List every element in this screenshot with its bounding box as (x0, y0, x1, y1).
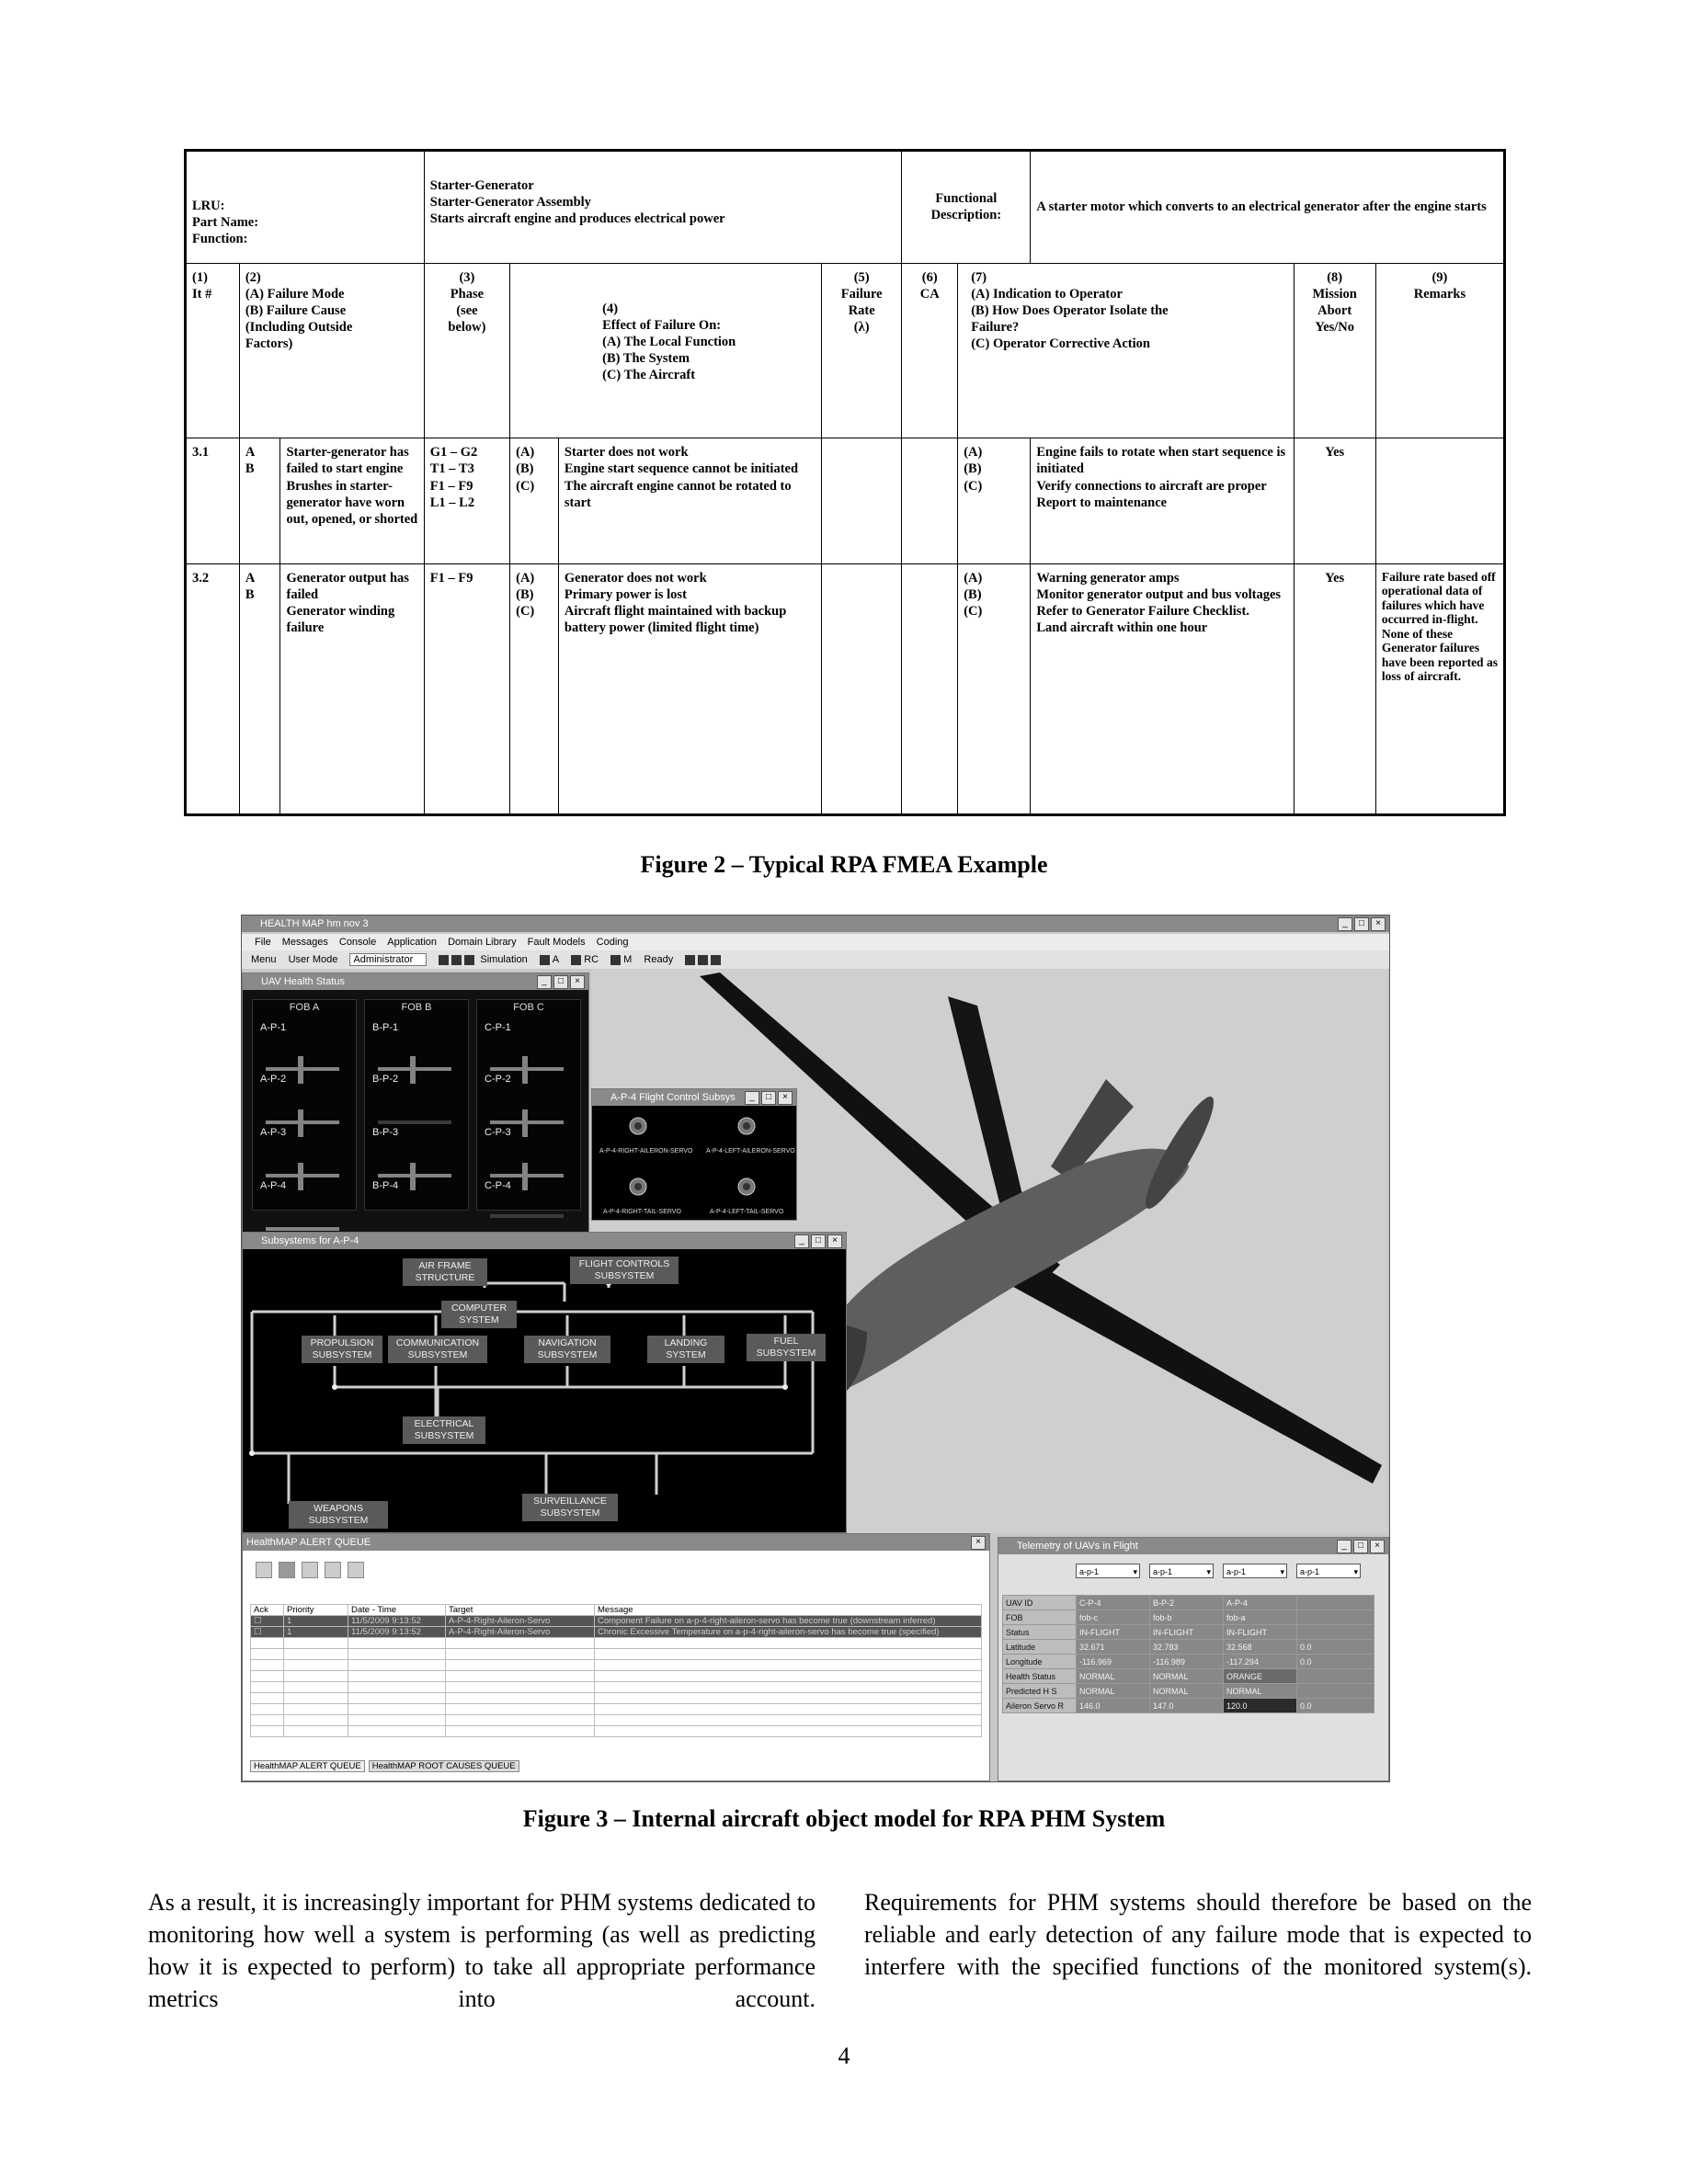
subsystem-navigation[interactable]: NAVIGATION SUBSYSTEM (524, 1336, 610, 1363)
message: Chronic Excessive Temperature on a-p-4-right-aileron-servo has become true (specified) (595, 1627, 982, 1638)
copy-icon[interactable] (302, 1562, 318, 1578)
telemetry-row-label: Status (1003, 1625, 1077, 1640)
uav-icon (266, 1227, 339, 1231)
phase: G1 – G2 T1 – T3 F1 – F9 L1 – L2 (424, 438, 509, 564)
operator-letters: (A) (B) (C) (958, 563, 1031, 814)
zoom-out-icon[interactable] (451, 955, 462, 965)
user-select[interactable]: Administrator (349, 953, 427, 966)
col-head-mission-abort: (8) Mission Abort Yes/No (1294, 263, 1375, 438)
subsystems-window (242, 1232, 847, 1533)
uav-select[interactable]: a-p-1 ▾ (1223, 1564, 1287, 1578)
effect: Starter does not work Engine start sequence cannot be initiated The aircraft engine cannot be rotated to start (558, 438, 821, 564)
window-titlebar (243, 1534, 989, 1551)
col-header[interactable]: Ack (251, 1605, 284, 1616)
lru-labels-cell (186, 151, 425, 264)
plane-label[interactable]: B-P-2 (372, 1074, 399, 1085)
table-row (1003, 1610, 1374, 1625)
chart-icon[interactable] (571, 955, 581, 965)
plane-label[interactable]: A-P-1 (260, 1022, 287, 1033)
minimize-button[interactable]: _ (1337, 1540, 1352, 1553)
minimize-button[interactable]: _ (794, 1234, 809, 1248)
telemetry-value: ORANGE (1224, 1669, 1297, 1684)
close-button[interactable]: × (1370, 1540, 1385, 1553)
function-label: Function: (192, 232, 248, 247)
part-name-label: Part Name: (192, 215, 259, 231)
window-titlebar (998, 1538, 1388, 1554)
save-icon[interactable] (279, 1562, 295, 1578)
table-row (1003, 1596, 1374, 1610)
telemetry-row-label: Health Status (1003, 1669, 1077, 1684)
minimize-button[interactable]: _ (537, 975, 552, 989)
functional-description-value: A starter motor which converts to an electrical generator after the engine starts (1031, 151, 1505, 264)
plane-label[interactable]: A-P-3 (260, 1127, 287, 1138)
mission-abort: Yes (1294, 563, 1375, 814)
telemetry-value: -117.294 (1224, 1655, 1297, 1669)
part-name-value: Starter-Generator Assembly (429, 195, 591, 210)
lru-label: LRU: (192, 199, 225, 214)
date-time: 11/5/2009 9:13:52 (348, 1616, 446, 1627)
healthmap-screenshot (241, 915, 1390, 1782)
table-row (1003, 1669, 1374, 1684)
close-button[interactable]: × (971, 1536, 986, 1550)
telemetry-value: 32.783 (1150, 1640, 1224, 1655)
telemetry-value (1297, 1669, 1374, 1684)
plane-label[interactable]: C-P-3 (485, 1127, 511, 1138)
effect: Generator does not work Primary power is lost Aircraft flight maintained with backup battery power (limited flight time) (558, 563, 821, 814)
plane-label[interactable]: B-P-3 (372, 1127, 399, 1138)
binoculars-icon[interactable] (464, 955, 474, 965)
table-row (186, 563, 1505, 814)
plane-label[interactable]: B-P-1 (372, 1022, 399, 1033)
toolbar-ready: Ready (644, 954, 674, 965)
stop-icon[interactable] (698, 955, 708, 965)
telemetry-value: NORMAL (1150, 1669, 1224, 1684)
table-row (1003, 1640, 1374, 1655)
maximize-button[interactable]: □ (811, 1234, 826, 1248)
telemetry-value: 120.0 (1224, 1699, 1297, 1713)
col-head-operator: (7) (A) Indication to Operator (B) How Does Operator Isolate the Failure? (C) Operator Corrective Action (958, 263, 1294, 438)
toolbar-simulation[interactable]: Simulation (480, 954, 528, 965)
servo-label[interactable]: A-P-4-RIGHT-AILERON-SERVO (599, 1148, 693, 1155)
target: A-P-4-Right-Aileron-Servo (446, 1627, 595, 1638)
telemetry-value: fob-b (1150, 1610, 1224, 1625)
toolbar (242, 950, 1389, 969)
toolbar-rc[interactable]: RC (584, 954, 599, 965)
col-header[interactable]: Message (595, 1605, 982, 1616)
telemetry-row-label: FOB (1003, 1610, 1077, 1625)
fmea-table (184, 149, 1506, 816)
fob-title: FOB B (401, 1002, 432, 1013)
telemetry-value: 147.0 (1150, 1699, 1224, 1713)
servo-label[interactable]: A-P-4-RIGHT-TAIL-SERVO (603, 1209, 681, 1215)
uav-health-window (242, 973, 589, 1234)
telemetry-value (1297, 1684, 1374, 1699)
item-number: 3.1 (186, 438, 240, 564)
flight-control-window (591, 1088, 797, 1221)
play-icon[interactable] (685, 955, 695, 965)
plane-label[interactable]: A-P-2 (260, 1074, 287, 1085)
operator-letters: (A) (B) (C) (958, 438, 1031, 564)
effect-letters: (A) (B) (C) (510, 438, 559, 564)
telemetry-value: IN-FLIGHT (1150, 1625, 1224, 1640)
remarks: Failure rate based off operational data of failures which have occurred in-flight. None of these Generator failures have been reported as loss of aircraft. (1375, 563, 1504, 814)
target: A-P-4-Right-Aileron-Servo (446, 1616, 595, 1627)
page-number: 4 (838, 2042, 850, 2069)
menu-file[interactable]: File (255, 937, 271, 948)
uav-silhouettes (243, 973, 588, 1233)
telemetry-table (1002, 1595, 1374, 1713)
plane-label[interactable]: C-P-4 (485, 1180, 511, 1191)
close-button[interactable]: × (827, 1234, 842, 1248)
uav-select[interactable]: a-p-1 ▾ (1149, 1564, 1214, 1578)
telemetry-value: -116.969 (1077, 1655, 1150, 1669)
col-head-phase: (3) Phase (see below) (424, 263, 509, 438)
telemetry-row-label: UAV ID (1003, 1596, 1077, 1610)
maximize-button[interactable]: □ (1354, 917, 1369, 931)
telemetry-value: 0.0 (1297, 1699, 1374, 1713)
refresh-icon[interactable] (325, 1562, 341, 1578)
uav-select[interactable]: a-p-1 ▾ (1296, 1564, 1361, 1578)
minimize-button[interactable]: _ (745, 1091, 759, 1105)
failure-rate (822, 438, 902, 564)
alert-queue-window (242, 1533, 990, 1781)
app-title: HEALTH MAP hm nov 3 (260, 918, 369, 929)
telemetry-value: A-P-4 (1224, 1596, 1297, 1610)
telemetry-value: NORMAL (1150, 1684, 1224, 1699)
telemetry-row-label: Predicted H S (1003, 1684, 1077, 1699)
table-row[interactable] (251, 1616, 982, 1627)
flight-control-title: A-P-4 Flight Control Subsys (610, 1092, 736, 1103)
telemetry-row-label: Aileron Servo R (1003, 1699, 1077, 1713)
chart-icon[interactable] (610, 955, 621, 965)
delete-icon[interactable] (256, 1562, 272, 1578)
subsystem-flight-controls[interactable]: FLIGHT CONTROLS SUBSYSTEM (570, 1257, 679, 1284)
close-button[interactable]: × (1371, 917, 1386, 931)
subsystem-propulsion[interactable]: PROPULSION SUBSYSTEM (302, 1336, 382, 1363)
lru-values-cell (424, 151, 902, 264)
alert-toolbar (256, 1562, 367, 1578)
effect-letters: (A) (B) (C) (510, 563, 559, 814)
plane-label[interactable]: C-P-2 (485, 1074, 511, 1085)
subsystem-electrical[interactable]: ELECTRICAL SUBSYSTEM (403, 1416, 485, 1444)
maximize-button[interactable]: □ (761, 1091, 776, 1105)
col-header[interactable]: Target (446, 1605, 595, 1616)
telemetry-value (1297, 1625, 1374, 1640)
ack-checkbox[interactable]: ☐ (251, 1627, 284, 1638)
telemetry-value: IN-FLIGHT (1224, 1625, 1297, 1640)
minimize-button[interactable]: _ (1338, 917, 1352, 931)
table-row (1003, 1625, 1374, 1640)
functional-description-label: Functional Description: (902, 151, 1031, 264)
maximize-button[interactable]: □ (1353, 1540, 1368, 1553)
toolbar-menu[interactable]: Menu (251, 954, 277, 965)
failure-mode: Generator output has failed Generator winding failure (280, 563, 424, 814)
subsystem-landing[interactable]: LANDING SYSTEM (647, 1336, 724, 1363)
telemetry-value: B-P-2 (1150, 1596, 1224, 1610)
subsystem-surveillance[interactable]: SURVEILLANCE SUBSYSTEM (522, 1494, 618, 1521)
chart-icon[interactable] (540, 955, 550, 965)
telemetry-value: IN-FLIGHT (1077, 1625, 1150, 1640)
subsystem-weapons[interactable]: WEAPONS SUBSYSTEM (289, 1501, 388, 1529)
alert-tabs (250, 1760, 519, 1772)
table-row (1003, 1684, 1374, 1699)
tab-root-causes-queue[interactable]: HealthMAP ROOT CAUSES QUEUE (369, 1760, 519, 1772)
operator-action: Engine fails to rotate when start sequence is initiated Verify connections to aircraft are proper Report to maintenance (1031, 438, 1294, 564)
mission-abort: Yes (1294, 438, 1375, 564)
operator-action: Warning generator amps Monitor generator output and bus voltages Refer to Generator Failure Checklist. Land aircraft within one hour (1031, 563, 1294, 814)
telemetry-window (998, 1537, 1389, 1781)
col-head-remarks: (9) Remarks (1375, 263, 1504, 438)
telemetry-row-label: Longitude (1003, 1655, 1077, 1669)
message: Component Failure on a-p-4-right-aileron-servo has become true (downstream inferred) (595, 1616, 982, 1627)
uav-select[interactable]: a-p-1 ▾ (1076, 1564, 1140, 1578)
table-row[interactable] (251, 1627, 982, 1638)
telemetry-row-label: Latitude (1003, 1640, 1077, 1655)
priority: 1 (284, 1627, 348, 1638)
mode-letters: A B (239, 438, 280, 564)
ack-checkbox[interactable]: ☐ (251, 1616, 284, 1627)
remarks (1375, 438, 1504, 564)
telemetry-value: C-P-4 (1077, 1596, 1150, 1610)
maximize-button[interactable]: □ (553, 975, 568, 989)
phase: F1 – F9 (424, 563, 509, 814)
telemetry-value: 0.0 (1297, 1640, 1374, 1655)
table-row (1003, 1655, 1374, 1669)
col-head-failure-mode: (2) (A) Failure Mode (B) Failure Cause (Including Outside Factors) (239, 263, 424, 438)
toolbar-user-mode: User Mode (288, 954, 338, 965)
body-text-left: As a result, it is increasingly important for PHM systems dedicated to monitoring how well a system is performing (as well as predicting how it is expected to perform) to take all appropriate performance metrics into account. (148, 1889, 815, 2012)
toolbar-a[interactable]: A (552, 954, 560, 965)
undo-icon[interactable] (348, 1562, 364, 1578)
toolbar-m[interactable]: M (623, 954, 633, 965)
body-text-right: Requirements for PHM systems should therefore be based on the reliable and early detection of any failure mode that is expected to interfere with the specified functions of the monitored system(s). (864, 1889, 1532, 1980)
ca (902, 438, 958, 564)
close-button[interactable]: × (778, 1091, 793, 1105)
telemetry-value: NORMAL (1077, 1684, 1150, 1699)
menu-messages[interactable]: Messages (281, 937, 328, 948)
lru-value: Starter-Generator (429, 178, 534, 193)
servo-icons (592, 1106, 796, 1220)
servo-label[interactable]: A-P-4-LEFT-TAIL-SERVO (710, 1209, 784, 1215)
col-head-ca: (6) CA (902, 263, 958, 438)
telemetry-value: fob-a (1224, 1610, 1297, 1625)
telemetry-value: fob-c (1077, 1610, 1150, 1625)
col-header[interactable]: Priority (284, 1605, 348, 1616)
subsystem-communication[interactable]: COMMUNICATION SUBSYSTEM (388, 1336, 487, 1363)
telemetry-value: -116.989 (1150, 1655, 1224, 1669)
col-head-failure-rate: (5) Failure Rate (λ) (822, 263, 902, 438)
alert-title: HealthMAP ALERT QUEUE (246, 1537, 371, 1548)
plane-label[interactable]: A-P-4 (260, 1180, 287, 1191)
table-row (186, 438, 1505, 564)
table-row (1003, 1699, 1374, 1713)
menu-application[interactable]: Application (387, 937, 438, 948)
col-head-item: (1) It # (186, 263, 240, 438)
telemetry-value: NORMAL (1077, 1669, 1150, 1684)
pause-icon[interactable] (711, 955, 721, 965)
mode-letters: A B (239, 563, 280, 814)
tab-alert-queue[interactable]: HealthMAP ALERT QUEUE (250, 1760, 365, 1772)
alert-table (250, 1604, 982, 1737)
fob-title: FOB C (513, 1002, 544, 1013)
telemetry-value: 32.568 (1224, 1640, 1297, 1655)
item-number: 3.2 (186, 563, 240, 814)
priority: 1 (284, 1616, 348, 1627)
plane-label[interactable]: B-P-4 (372, 1180, 399, 1191)
failure-mode: Starter-generator has failed to start engine Brushes in starter-generator have worn out, opened, or shorted (280, 438, 424, 564)
menu-domain-library[interactable]: Domain Library (448, 937, 517, 948)
menu-fault-models[interactable]: Fault Models (527, 937, 586, 948)
close-button[interactable]: × (570, 975, 585, 989)
telemetry-value (1297, 1596, 1374, 1610)
telemetry-value (1297, 1610, 1374, 1625)
date-time: 11/5/2009 9:13:52 (348, 1627, 446, 1638)
telemetry-value: NORMAL (1224, 1684, 1297, 1699)
col-header[interactable]: Date - Time (348, 1605, 446, 1616)
figure-2-caption: Figure 2 – Typical RPA FMEA Example (640, 851, 1048, 878)
menu-coding[interactable]: Coding (596, 937, 629, 948)
plane-label[interactable]: C-P-1 (485, 1022, 511, 1033)
ca (902, 563, 958, 814)
fob-title: FOB A (289, 1002, 320, 1013)
function-value: Starts aircraft engine and produces electrical power (429, 211, 725, 227)
menu-bar (242, 934, 1389, 950)
telemetry-value: 146.0 (1077, 1699, 1150, 1713)
subsystem-airframe[interactable]: AIR FRAME STRUCTURE (403, 1258, 487, 1286)
subsystems-title: Subsystems for A-P-4 (261, 1235, 359, 1246)
menu-console[interactable]: Console (338, 937, 377, 948)
subsystem-computer[interactable]: COMPUTER SYSTEM (441, 1301, 517, 1328)
figure-3-caption: Figure 3 – Internal aircraft object model for RPA PHM System (522, 1805, 1166, 1832)
app-titlebar (242, 916, 1389, 932)
uav-window-title: UAV Health Status (261, 976, 345, 987)
telemetry-value: 32.671 (1077, 1640, 1150, 1655)
servo-label[interactable]: A-P-4-LEFT-AILERON-SERVO (706, 1148, 795, 1155)
subsystem-connections (243, 1233, 846, 1532)
telemetry-value: 0.0 (1297, 1655, 1374, 1669)
window-titlebar (592, 1089, 796, 1106)
failure-rate (822, 563, 902, 814)
subsystem-fuel[interactable]: FUEL SUBSYSTEM (747, 1334, 826, 1361)
telemetry-title: Telemetry of UAVs in Flight (1017, 1541, 1138, 1552)
col-head-effect: (4) Effect of Failure On: (A) The Local Function (B) The System (C) The Aircraft (510, 263, 822, 438)
zoom-in-icon[interactable] (439, 955, 449, 965)
